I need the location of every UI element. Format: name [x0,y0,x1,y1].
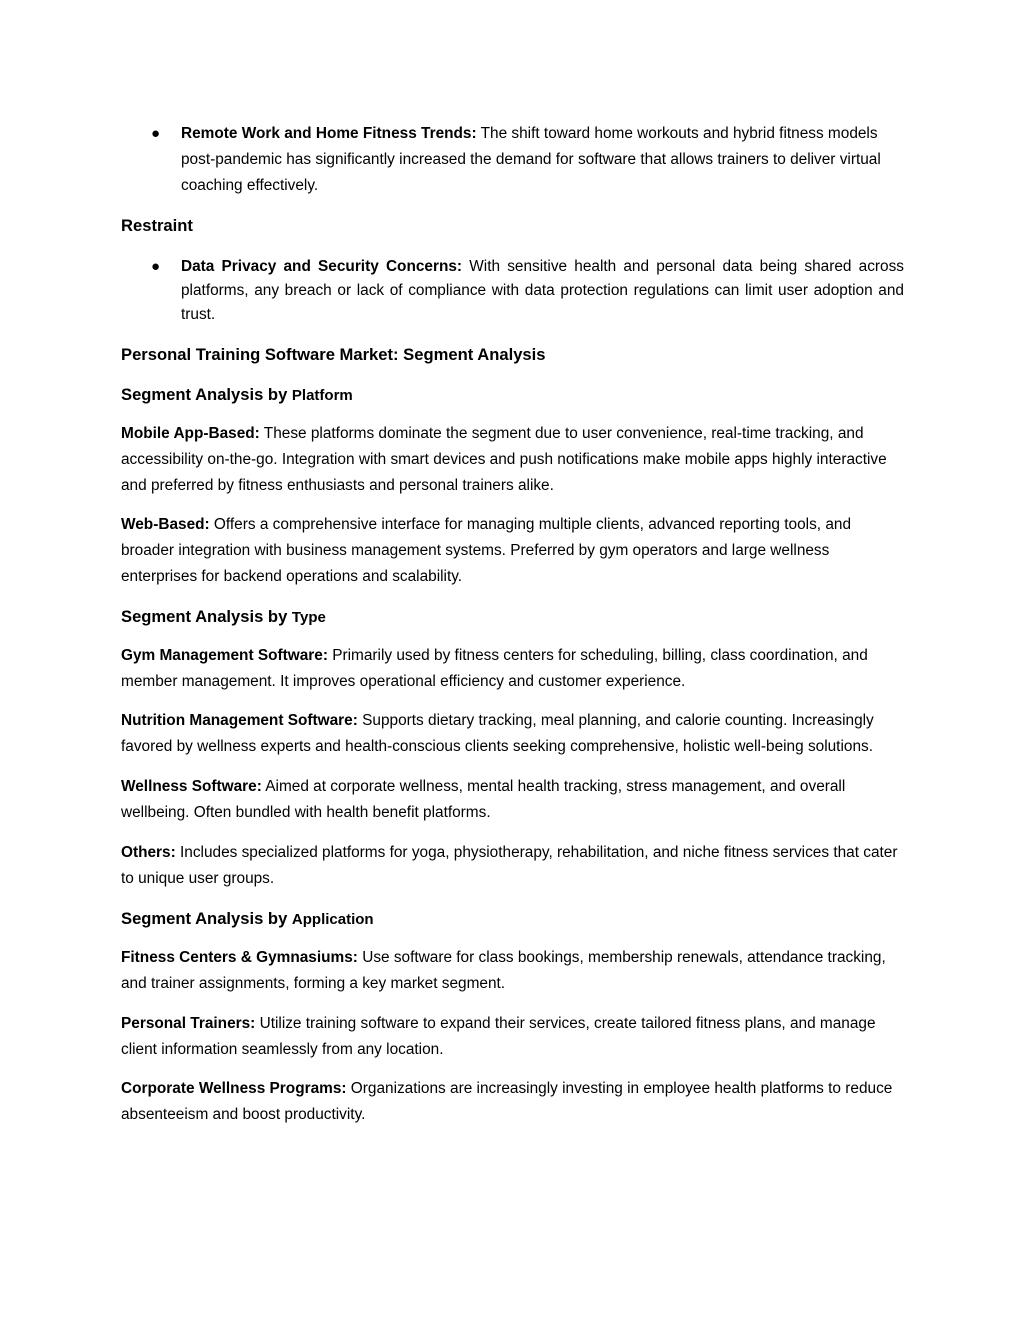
bullet-remote-work [121,121,904,199]
restraint-heading: Restraint [121,216,193,235]
bullet-remote-work-text [181,121,904,199]
fitness-centers-term: Fitness Centers & Gymnasiums: [121,949,358,966]
type-segment-heading [121,605,904,630]
platform-segment-heading [121,383,904,408]
mobile-app-paragraph [121,421,904,499]
nutrition-body: Supports dietary tracking, meal planning, and calorie counting. Increasingly favored by wellness experts and health-conscious clients seeking comprehensive, holistic well-being solutions. [121,712,874,755]
platform-heading-prefix: Segment Analysis by [121,385,292,404]
mobile-app-term: Mobile App-Based: [121,425,260,442]
platform-heading-suffix: Platform [291,387,353,404]
web-based-term: Web-Based: [121,516,210,533]
fitness-centers-paragraph [121,945,904,997]
bullet-privacy-body: With sensitive health and personal data being shared across platforms, any breach or lack of compliance with data protection regulations can limit user adoption and trust. [181,258,904,323]
mobile-app-body: These platforms dominate the segment due to user convenience, real-time tracking, and accessibility on-the-go. Integration with smart devices and push notifications make mobile apps highly interactive and preferred by fitness enthusiasts and personal trainers alike. [121,425,887,494]
type-heading-suffix: Type [291,609,326,626]
others-paragraph [121,840,904,892]
application-heading-prefix: Segment Analysis by [121,909,292,928]
document-page [121,118,904,1128]
bullet-privacy [121,255,904,327]
wellness-body: Aimed at corporate wellness, mental health tracking, stress management, and overall wellbeing. Often bundled with health benefit platforms. [121,778,846,821]
bullet-dot-icon: ● [151,125,161,142]
nutrition-term: Nutrition Management Software: [121,712,358,729]
bullet-remote-work-term: Remote Work and Home Fitness Trends: [181,125,477,142]
application-heading-suffix: Application [291,911,374,928]
bullet-privacy-term: Data Privacy and Security Concerns: [181,258,463,275]
gym-management-paragraph [121,643,904,695]
corporate-wellness-body: Organizations are increasingly investing in employee health platforms to reduce absenteeism and boost productivity. [121,1080,893,1123]
gym-management-term: Gym Management Software: [121,647,328,664]
personal-trainers-paragraph [121,1011,904,1063]
type-heading-prefix: Segment Analysis by [121,607,292,626]
bullet-remote-work-body: The shift toward home workouts and hybrid fitness models post-pandemic has significantly increased the demand for software that allows trainers to deliver virtual coaching effectively. [181,125,881,194]
personal-trainers-term: Personal Trainers: [121,1015,256,1032]
application-segment-heading [121,907,904,932]
web-based-body: Offers a comprehensive interface for managing multiple clients, advanced reporting tools, and broader integration with business management systems. Preferred by gym operators and large wellness enterprises for backend operations and scalability. [121,516,851,585]
others-body: Includes specialized platforms for yoga, physiotherapy, rehabilitation, and niche fitness services that cater to unique user groups. [121,844,898,887]
gym-management-body: Primarily used by fitness centers for scheduling, billing, class coordination, and member management. It improves operational efficiency and customer experience. [121,647,868,690]
web-based-paragraph [121,512,904,590]
corporate-wellness-term: Corporate Wellness Programs: [121,1080,347,1097]
market-segment-heading: Personal Training Software Market: Segment Analysis [121,345,546,364]
bullet-dot-icon: ● [151,258,161,275]
others-term: Others: [121,844,176,861]
wellness-term: Wellness Software: [121,778,262,795]
wellness-paragraph [121,774,904,826]
corporate-wellness-paragraph [121,1076,904,1128]
bullet-privacy-text [181,255,904,327]
nutrition-paragraph [121,708,904,760]
fitness-centers-body: Use software for class bookings, membership renewals, attendance tracking, and trainer assignments, forming a key market segment. [121,949,886,992]
personal-trainers-body: Utilize training software to expand their services, create tailored fitness plans, and manage client information seamlessly from any location. [121,1015,876,1058]
